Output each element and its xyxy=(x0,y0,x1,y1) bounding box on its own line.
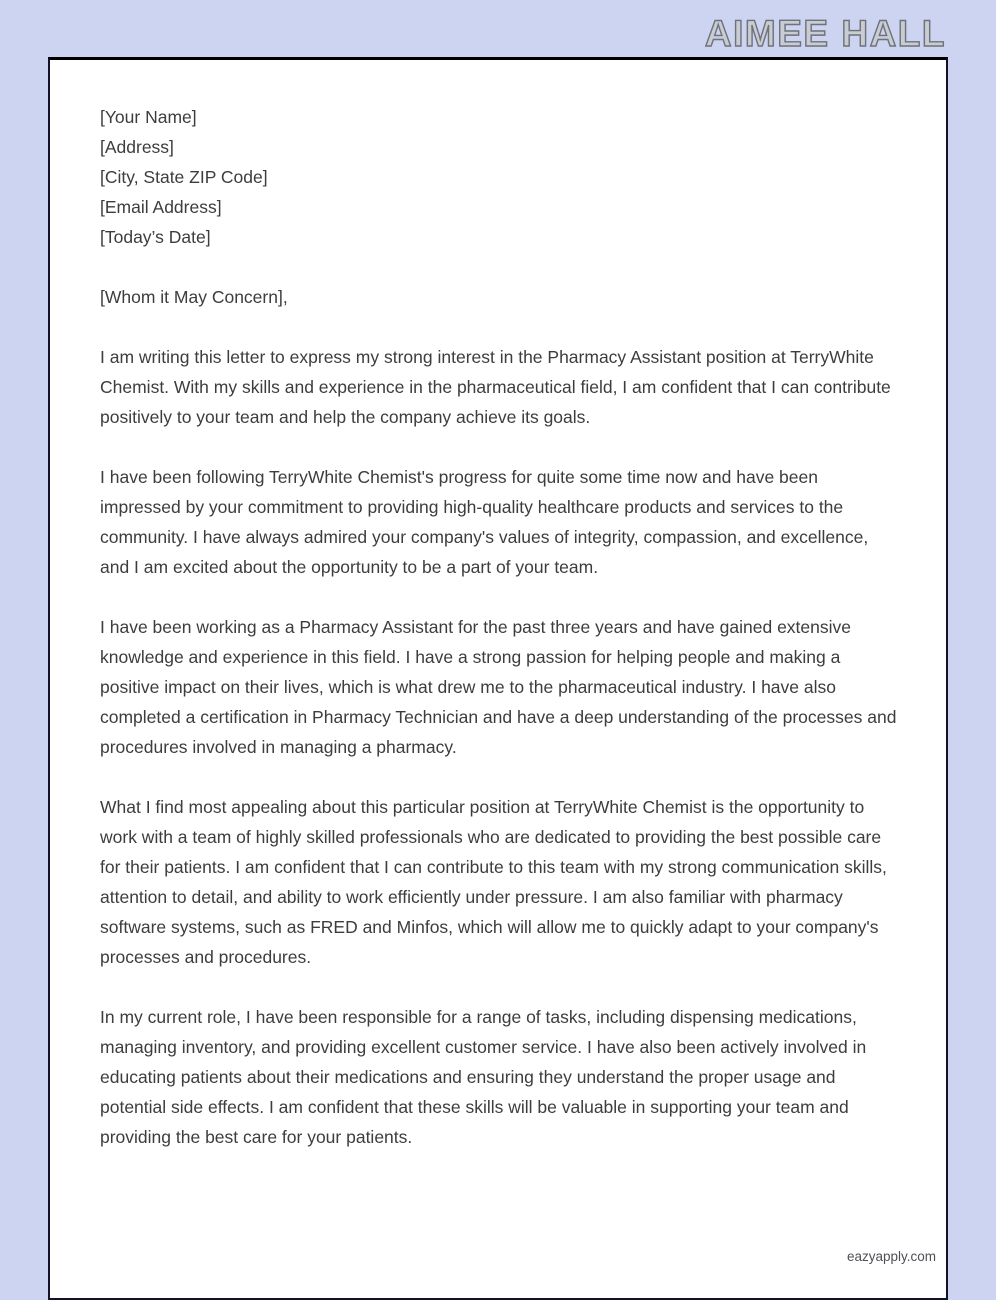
watermark: eazyapply.com xyxy=(846,1249,936,1264)
header xyxy=(48,10,948,57)
sender-email-line: [Email Address] xyxy=(100,197,222,217)
paragraph-experience: I have been working as a Pharmacy Assistant for the past three years and have gained extensive knowledge and experience in this field. I have a strong passion for helping people and making a positive impact on their lives, which is what drew me to the pharmaceutical industry. I have also completed a certification in Pharmacy Technician and have a deep understanding of the processes and procedures involved in managing a pharmacy. xyxy=(100,617,897,757)
paragraph-intro: I am writing this letter to express my strong interest in the Pharmacy Assistant position at TerryWhite Chemist. With my skills and experience in the pharmaceutical field, I am confident that I can contribute positively to your team and help the company achieve its goals. xyxy=(100,347,891,427)
letter-body xyxy=(50,60,946,1152)
sender-date-line: [Today’s Date] xyxy=(100,227,211,247)
page-title: AIMEE HALL xyxy=(704,13,946,54)
sender-name-line: [Your Name] xyxy=(100,107,197,127)
letter-page xyxy=(48,57,948,1300)
sender-block xyxy=(100,102,900,252)
salutation: [Whom it May Concern], xyxy=(100,287,288,307)
paragraph-position-appeal: What I find most appealing about this particular position at TerryWhite Chemist is the opportunity to work with a team of highly skilled professionals who are dedicated to providing the best possible care for their patients. I am confident that I can contribute to this team with my strong communication skills, attention to detail, and ability to work efficiently under pressure. I am also familiar with pharmacy software systems, such as FRED and Minfos, which will allow me to quickly adapt to your company's processes and procedures. xyxy=(100,797,887,967)
paragraph-company-interest: I have been following TerryWhite Chemist's progress for quite some time now and have been impressed by your commitment to providing high-quality healthcare products and services to the community. I have always admired your company's values of integrity, compassion, and excellence, and I am excited about the opportunity to be a part of your team. xyxy=(100,467,869,577)
sender-city-line: [City, State ZIP Code] xyxy=(100,167,268,187)
paragraph-current-role: In my current role, I have been responsible for a range of tasks, including dispensing medications, managing inventory, and providing excellent customer service. I have also been actively involved in educating patients about their medications and ensuring they understand the proper usage and potential side effects. I am confident that these skills will be valuable in supporting your team and providing the best care for your patients. xyxy=(100,1007,867,1147)
sender-address-line: [Address] xyxy=(100,137,174,157)
